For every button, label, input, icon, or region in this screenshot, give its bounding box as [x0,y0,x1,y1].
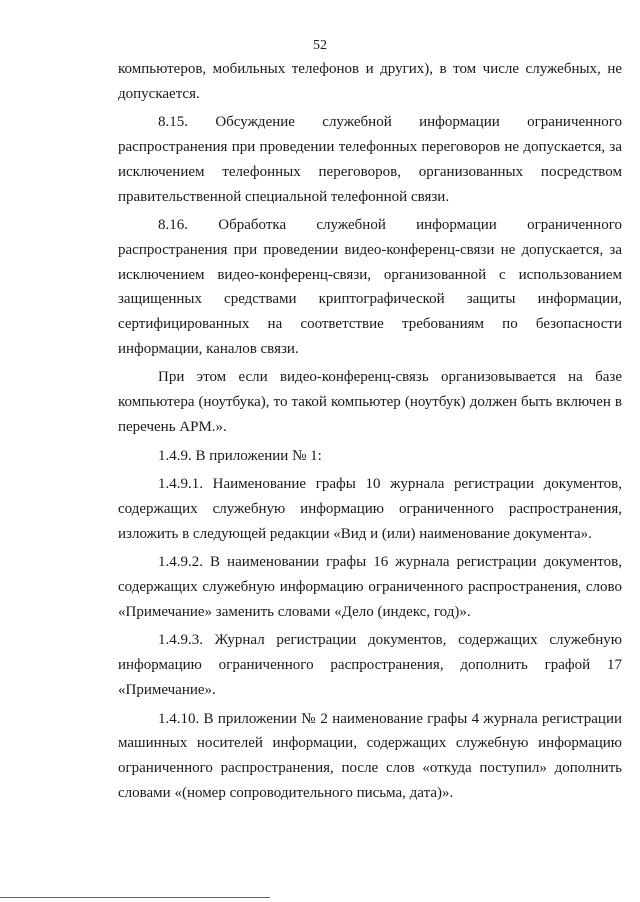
footer-divider [0,897,270,898]
document-body [118,57,622,805]
paragraph-1-4-10: 1.4.10. В приложении № 2 наименование графы 4 журнала регистрации машинных носителей информации, содержащих служебную информацию ограниченного распространения, после слов «откуда поступил» дополнить словами «(номер сопроводительного письма, дата)». [118,710,622,801]
paragraph-1-4-9-1: 1.4.9.1. Наименование графы 10 журнала регистрации документов, содержащих служебную информацию ограниченного распространения, изложить в следующей редакции «Вид и (или) наименование документа». [118,476,622,542]
paragraph-1-4-9-2: 1.4.9.2. В наименовании графы 16 журнала регистрации документов, содержащих служебную информацию ограниченного распространения, слово «Примечание» заменить словами «Дело (индекс, год)». [118,554,622,620]
paragraph-vks-note: При этом если видео-конференц-связь организовывается на базе компьютера (ноутбука), то такой компьютер (ноутбук) должен быть включен в перечень АРМ.». [118,369,622,435]
paragraph-1-4-9-3: 1.4.9.3. Журнал регистрации документов, содержащих служебную информацию ограниченного распространения, дополнить графой 17 «Примечание». [118,632,622,698]
paragraph-1-4-9: 1.4.9. В приложении № 1: [158,447,322,464]
paragraph-8-15: 8.15. Обсуждение служебной информации ограниченного распространения при проведении телефонных переговоров не допускается, за исключением телефонных переговоров, организованных посредством правительственной специальной телефонной связи. [118,114,622,205]
page-number: 52 [313,38,327,53]
paragraph-8-16: 8.16. Обработка служебной информации ограниченного распространения при проведении видео-конференц-связи не допускается, за исключением видео-конференц-связи, организованной с использованием защищенных средствами криптографической защиты информации, сертифицированных на соответствие требованиям по безопасности информации, каналов связи. [118,217,622,357]
paragraph-continuation: компьютеров, мобильных телефонов и других), в том числе служебных, не допускается. [118,61,622,102]
